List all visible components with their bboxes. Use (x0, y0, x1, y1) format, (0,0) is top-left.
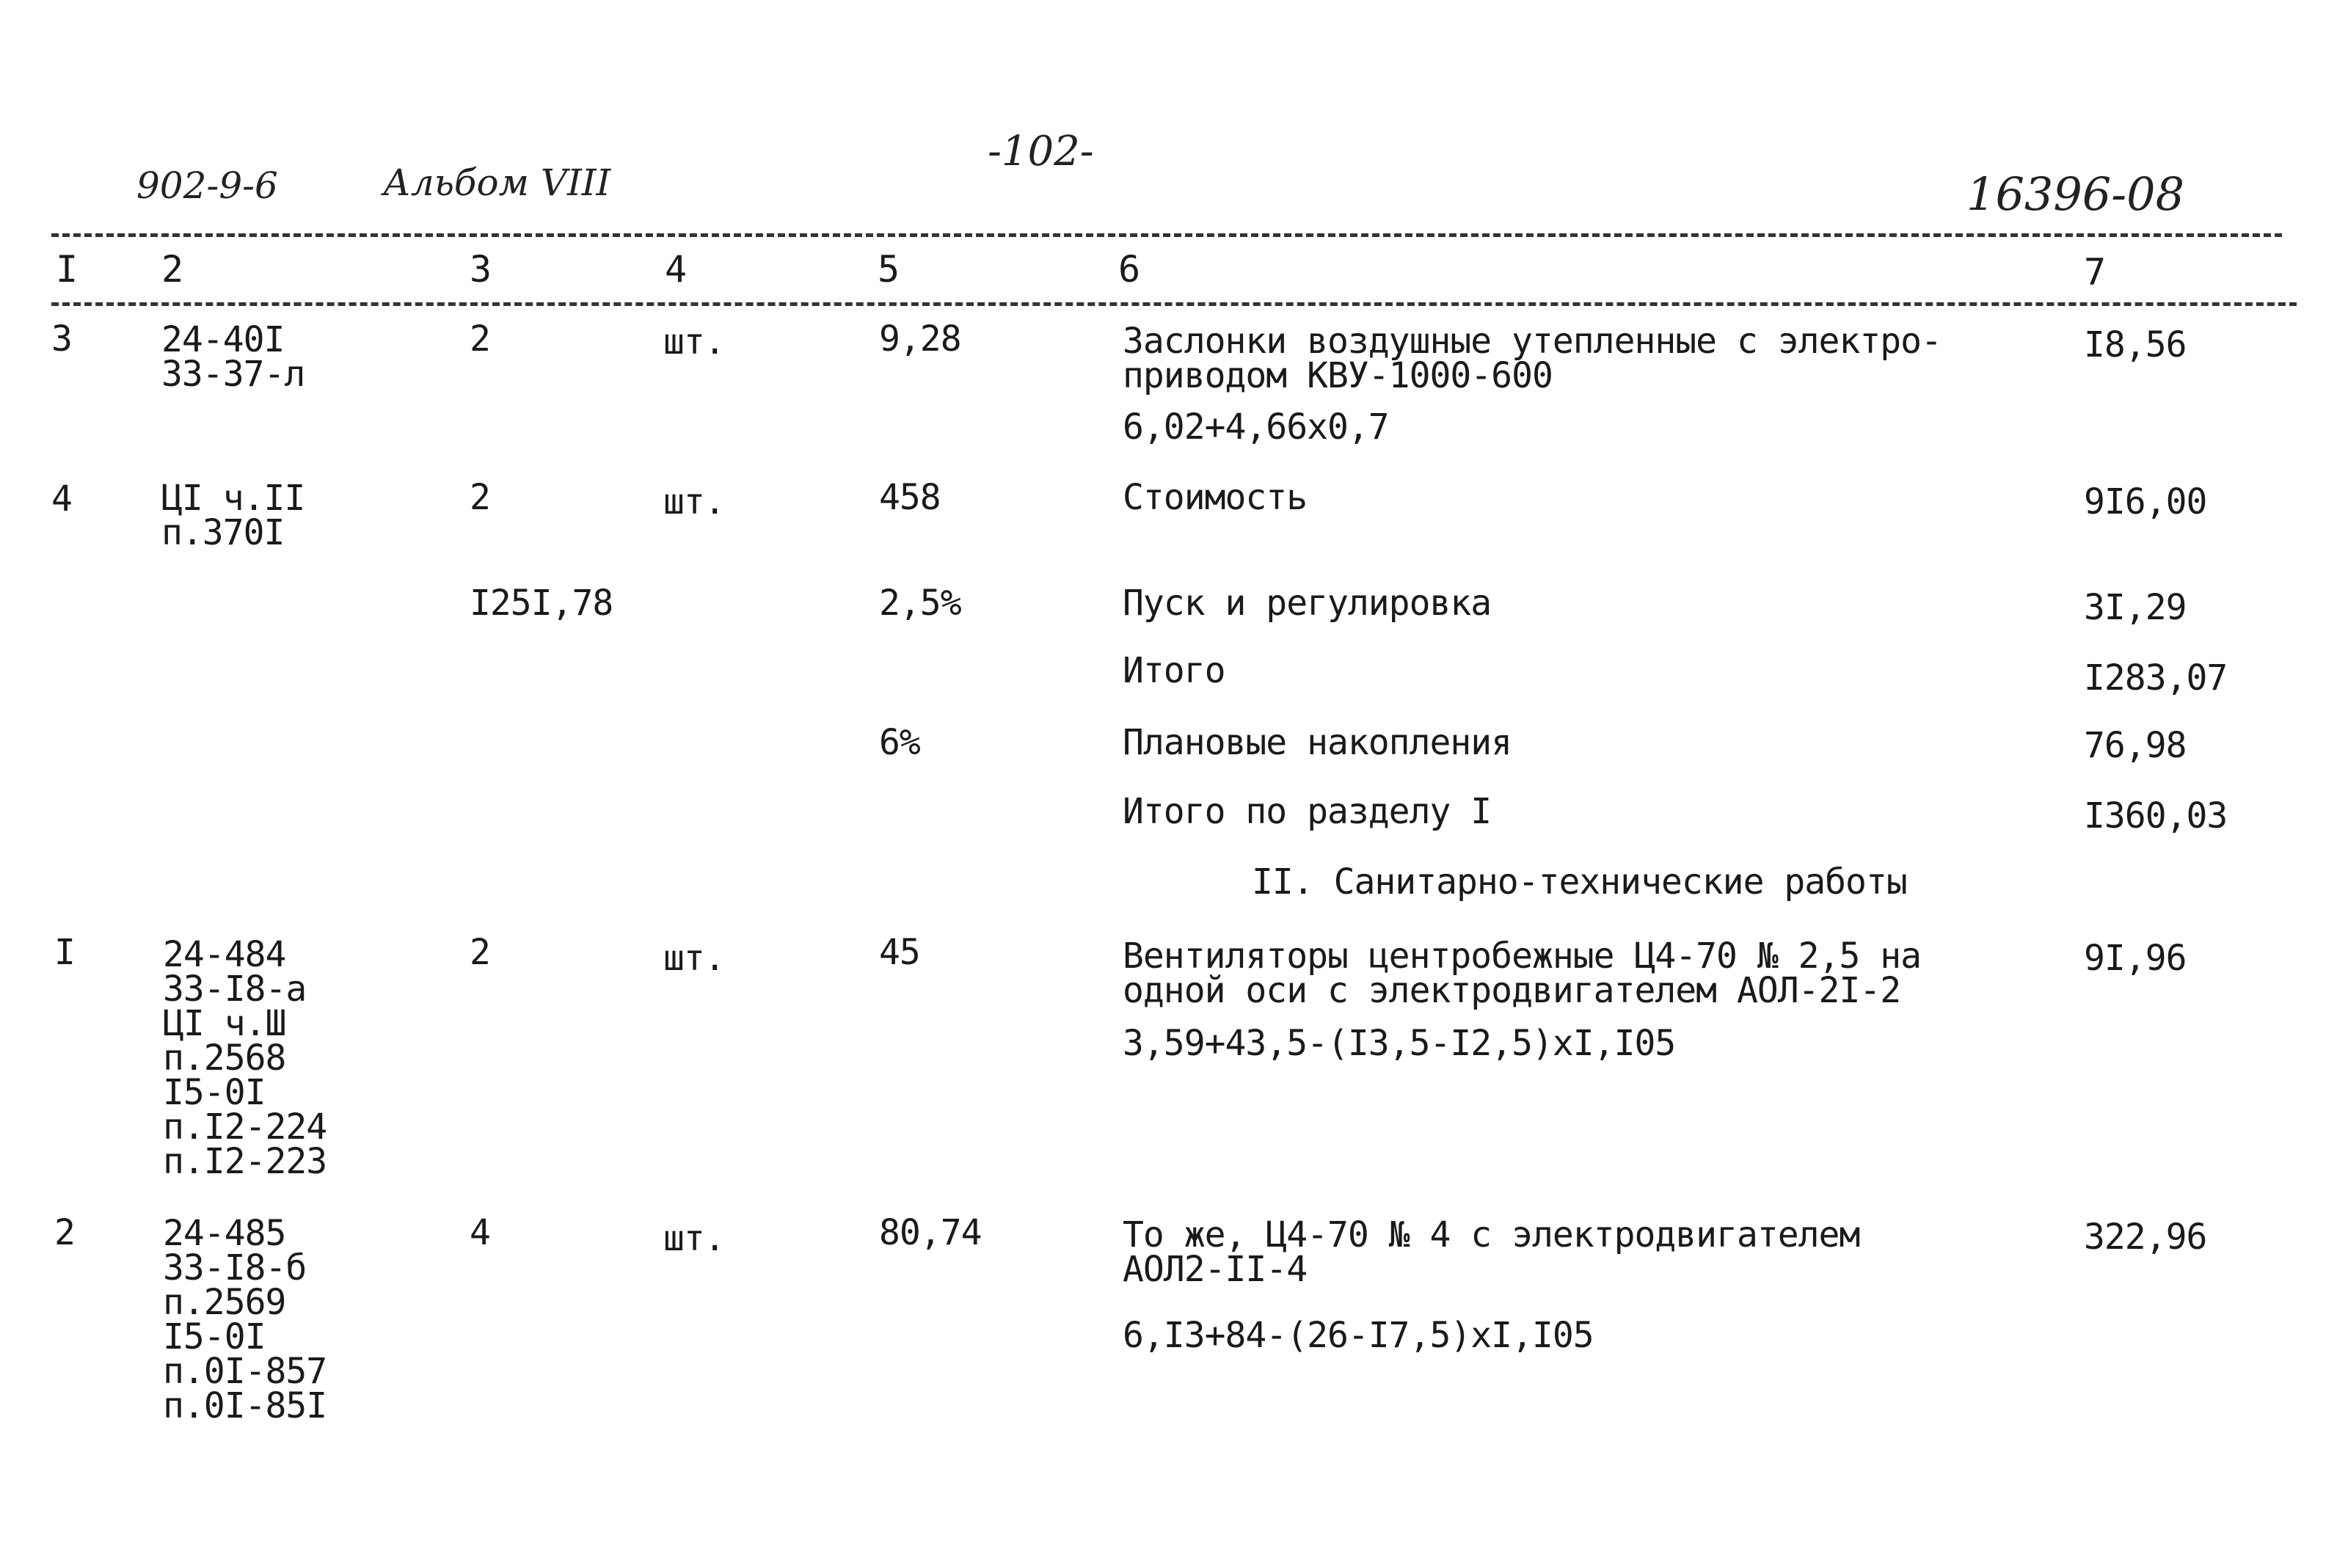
norm-reference: 24-484 33-I8-а ЦI ч.Ш п.2568 I5-0I п.I2-224 п.I2-223 (163, 934, 327, 1182)
unit: шт. (663, 938, 725, 979)
row-number: 3 (51, 318, 72, 360)
row-number: 4 (51, 478, 72, 519)
description: Пуск и регулировка (1123, 583, 1492, 624)
description: То же, Ц4-70 № 4 с электродвигателем АОЛ2-II-4 (1123, 1214, 1860, 1290)
description: Стоимость (1123, 477, 1308, 518)
col-header-1: I (56, 248, 79, 291)
calculation: 6,I3+84-(26-I7,5)хI,I05 (1123, 1315, 1594, 1356)
unit-price: 80,74 (879, 1212, 982, 1253)
col-header-4: 4 (665, 248, 688, 291)
row-number: I (54, 932, 75, 973)
doc-code: 902-9-6 (136, 164, 278, 207)
description: Вентиляторы центробежные Ц4-70 № 2,5 на одной оси с электродвигателем АОЛ-2I-2 (1123, 936, 1922, 1011)
norm-reference: 24-485 33-I8-б п.2569 I5-0I п.0I-857 п.0I-85I (163, 1213, 327, 1426)
norm-reference: 24-40I 33-37-л (161, 319, 305, 395)
calculation: 3,59+43,5-(I3,5-I2,5)хI,I05 (1123, 1023, 1676, 1064)
description: Итого (1123, 650, 1225, 691)
calculation: 6,02+4,66х0,7 (1123, 406, 1389, 448)
description: Итого по разделу I (1123, 791, 1492, 832)
total: 322,96 (2084, 1217, 2207, 1258)
row-number: 2 (54, 1212, 75, 1253)
total: I283,07 (2084, 657, 2228, 699)
col-header-6: 6 (1118, 248, 1141, 291)
norm-reference: ЦI ч.II п.370I (161, 478, 305, 553)
header-top-rule (51, 233, 2282, 237)
sheet-code: 16396-08 (1966, 167, 2185, 221)
header-bottom-rule (51, 302, 2297, 306)
unit: шт. (663, 1218, 725, 1259)
total: 9I,96 (2084, 938, 2187, 979)
unit: шт. (663, 321, 725, 362)
total: I8,56 (2084, 324, 2187, 365)
page-number: -102- (988, 128, 1094, 175)
quantity: 2 (470, 318, 490, 360)
percent-rate: 2,5% (879, 583, 961, 624)
col-header-7: 7 (2084, 251, 2107, 293)
percent-rate: 6% (879, 722, 920, 763)
col-header-3: 3 (470, 248, 492, 291)
col-header-2: 2 (161, 248, 184, 291)
total: 3I,29 (2084, 587, 2187, 628)
unit-price: 458 (879, 477, 941, 518)
total: I360,03 (2084, 795, 2228, 836)
description: Заслонки воздушные утепленные с электро- приводом КВУ-1000-600 (1123, 321, 1942, 396)
quantity: 2 (470, 477, 490, 518)
description: Плановые накопления (1123, 722, 1512, 763)
unit: шт. (663, 481, 725, 522)
album-label: Альбом VIII (383, 161, 611, 204)
unit-price: 45 (879, 932, 920, 973)
base-amount: I25I,78 (470, 583, 613, 624)
quantity: 2 (470, 932, 490, 973)
total: 9I6,00 (2084, 481, 2207, 522)
col-header-5: 5 (878, 248, 900, 291)
section-heading: II. Санитарно-технические работы (1252, 861, 1907, 902)
quantity: 4 (470, 1212, 490, 1253)
unit-price: 9,28 (879, 318, 961, 360)
total: 76,98 (2084, 725, 2187, 766)
